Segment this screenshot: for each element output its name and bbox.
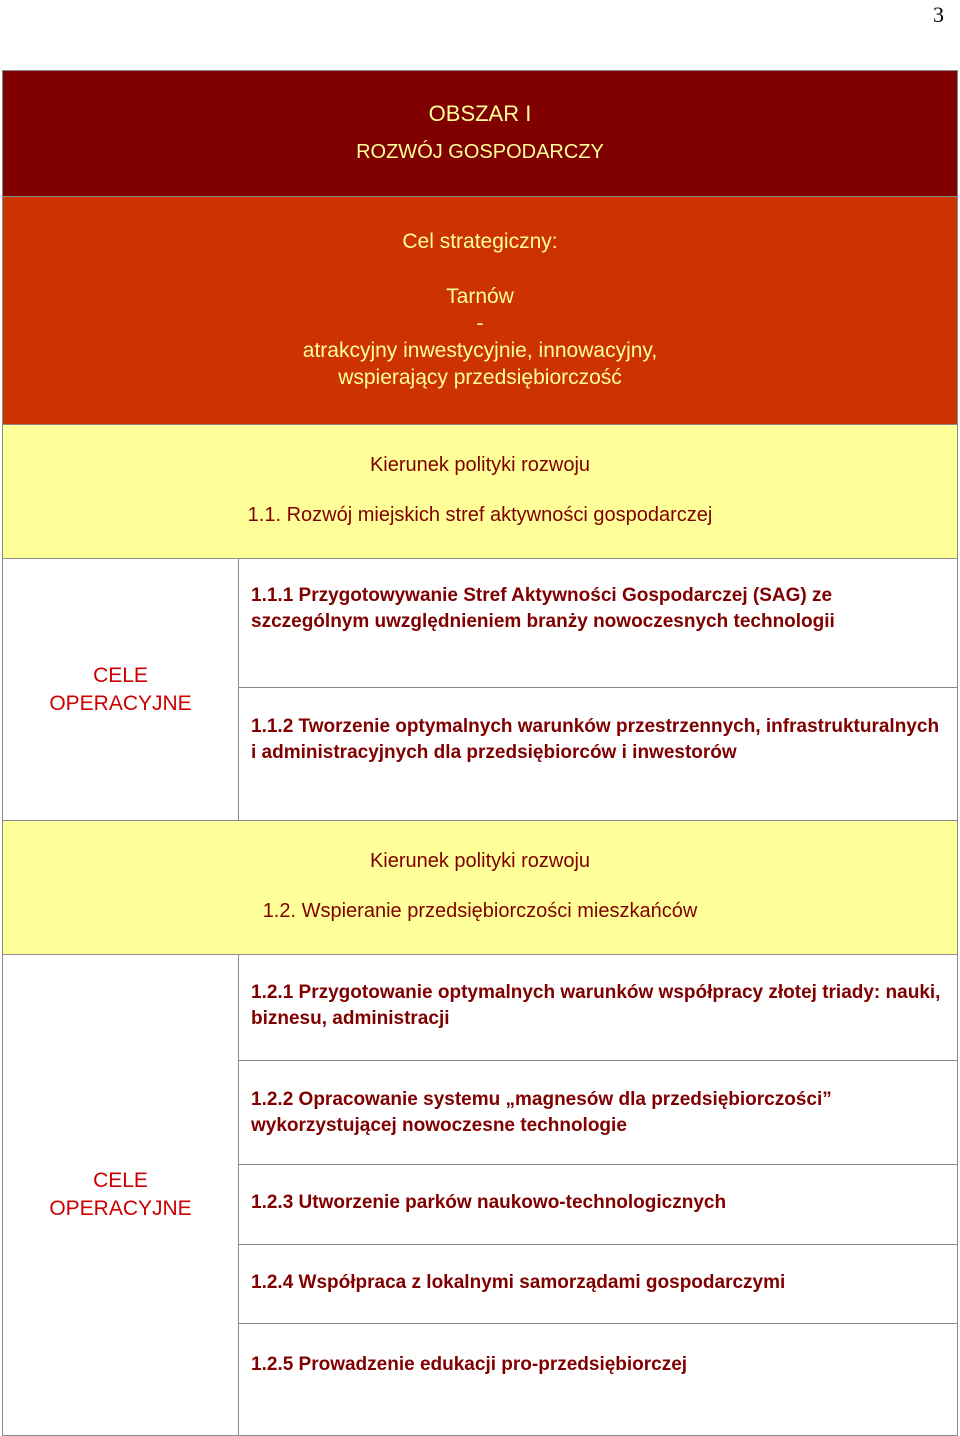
- direction-title: 1.1. Rozwój miejskich stref aktywności gospodarczej: [247, 504, 713, 526]
- operational-goals-label: [3, 955, 239, 1435]
- objective-item: 1.1.1 Przygotowywanie Stref Aktywności Gospodarczej (SAG) ze szczególnym uwzględnieniem branży nowoczesnych technologii: [239, 559, 957, 688]
- area-title: OBSZAR I: [428, 101, 532, 126]
- operational-goals-label: [3, 559, 239, 820]
- direction-label: Kierunek polityki rozwoju: [369, 454, 591, 476]
- operational-goals-1: [3, 559, 957, 821]
- page-number: 3: [933, 2, 944, 27]
- objective-item: 1.2.5 Prowadzenie edukacji pro-przedsiębiorczej: [251, 1354, 688, 1375]
- strategic-goal-line: atrakcyjny inwestycyjnie, innowacyjny,: [302, 339, 658, 362]
- operational-goals-2: [3, 955, 957, 1435]
- direction-title: 1.2. Wspieranie przedsiębiorczości mieszkańców: [262, 900, 698, 922]
- strategic-goal-line: Tarnów: [446, 285, 514, 308]
- direction-header-2: [3, 821, 957, 955]
- strategic-goal: [3, 197, 957, 425]
- objective-item: 1.2.3 Utworzenie parków naukowo-technologicznych: [239, 1165, 957, 1245]
- objective-item: 1.2.1 Przygotowanie optymalnych warunków współpracy złotej triady: nauki, biznesu, administracji: [239, 955, 957, 1061]
- direction-header-1: [3, 425, 957, 559]
- area-header: [3, 71, 957, 197]
- objectives-list: [239, 955, 957, 1435]
- strategic-goal-line: -: [476, 312, 484, 335]
- objective-item: 1.2.2 Opracowanie systemu „magnesów dla przedsiębiorczości” wykorzystującej nowoczesne technologie: [239, 1061, 957, 1165]
- ops-label-line: OPERACYJNE: [49, 1197, 192, 1220]
- strategic-goal-line: wspierający przedsiębiorczość: [338, 366, 622, 389]
- strategic-goal-label: Cel strategiczny:: [402, 230, 558, 253]
- area-subtitle: ROZWÓJ GOSPODARCZY: [356, 141, 604, 163]
- objectives-list: [239, 559, 957, 820]
- ops-label-line: OPERACYJNE: [49, 691, 192, 715]
- objective-item: 1.1.2 Tworzenie optymalnych warunków przestrzennych, infrastrukturalnych i administracyjnych dla przedsiębiorców i inwestorów: [251, 716, 940, 763]
- strategy-table: [2, 70, 958, 1436]
- direction-label: Kierunek polityki rozwoju: [369, 850, 591, 872]
- ops-label-line: CELE: [93, 1169, 148, 1192]
- strategic-goal-text: [3, 283, 957, 391]
- objective-item: 1.2.4 Współpraca z lokalnymi samorządami gospodarczymi: [239, 1245, 957, 1324]
- ops-label-line: CELE: [93, 663, 148, 687]
